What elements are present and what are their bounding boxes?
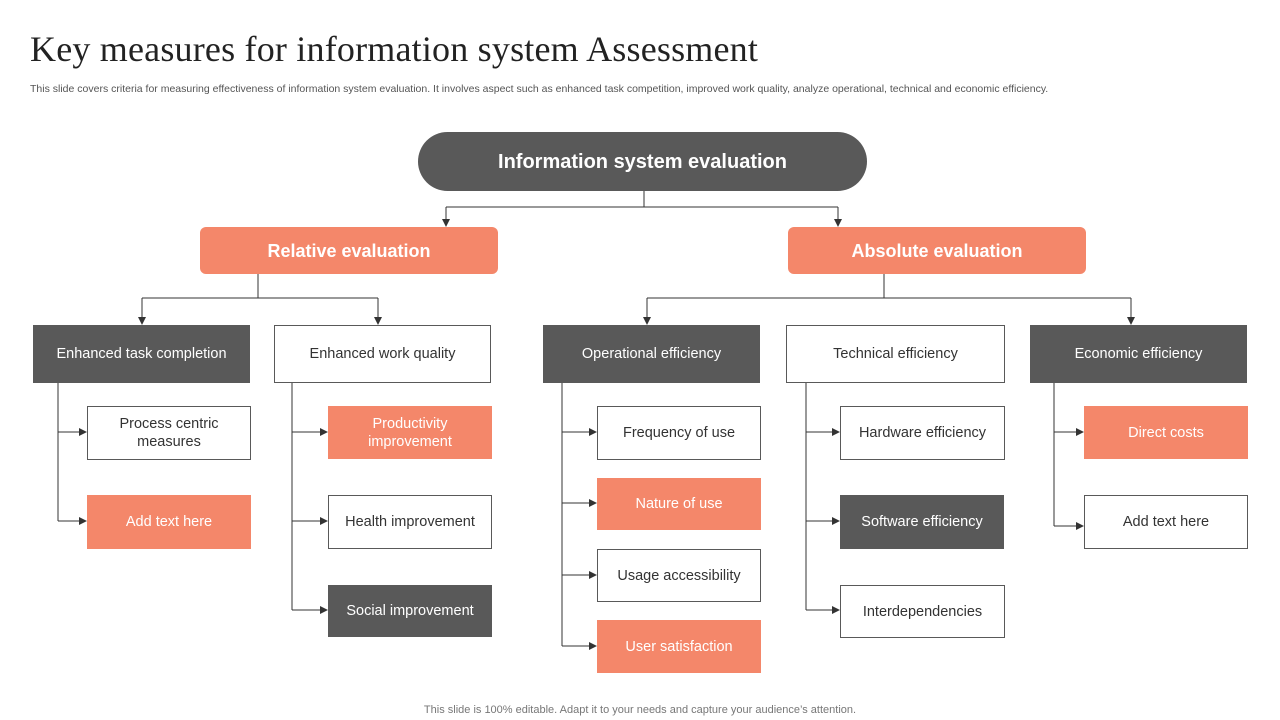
leaf-usage-accessibility: Usage accessibility: [597, 549, 761, 602]
leaf-hardware-efficiency: Hardware efficiency: [840, 406, 1005, 460]
leaf-interdependencies: Interdependencies: [840, 585, 1005, 638]
heading-economic-efficiency: Economic efficiency: [1030, 325, 1247, 383]
leaf-process-centric-measures: Process centric measures: [87, 406, 251, 460]
slide-subtitle: This slide covers criteria for measuring effectiveness of information system evaluation. It involves aspect such as enhanced task competition, improved work quality, analyze operational, technical and economic efficiency.: [30, 83, 1049, 95]
leaf-user-satisfaction: User satisfaction: [597, 620, 761, 673]
absolute-evaluation-node: Absolute evaluation: [788, 227, 1086, 274]
heading-technical-efficiency: Technical efficiency: [786, 325, 1005, 383]
relative-evaluation-node: Relative evaluation: [200, 227, 498, 274]
leaf-add-text-here: Add text here: [87, 495, 251, 549]
leaf-frequency-of-use: Frequency of use: [597, 406, 761, 460]
leaf-social-improvement: Social improvement: [328, 585, 492, 637]
heading-operational-efficiency: Operational efficiency: [543, 325, 760, 383]
leaf-software-efficiency: Software efficiency: [840, 495, 1004, 549]
leaf-direct-costs: Direct costs: [1084, 406, 1248, 459]
footer-note: This slide is 100% editable. Adapt it to your needs and capture your audience’s attention.: [423, 704, 857, 716]
heading-enhanced-task-completion: Enhanced task completion: [33, 325, 250, 383]
root-node: Information system evaluation: [418, 132, 867, 191]
leaf-productivity-improvement: Productivity improvement: [328, 406, 492, 459]
heading-enhanced-work-quality: Enhanced work quality: [274, 325, 491, 383]
slide-title: Key measures for information system Assessment: [30, 29, 759, 69]
leaf-health-improvement: Health improvement: [328, 495, 492, 549]
leaf-nature-of-use: Nature of use: [597, 478, 761, 530]
leaf-add-text-here-2: Add text here: [1084, 495, 1248, 549]
